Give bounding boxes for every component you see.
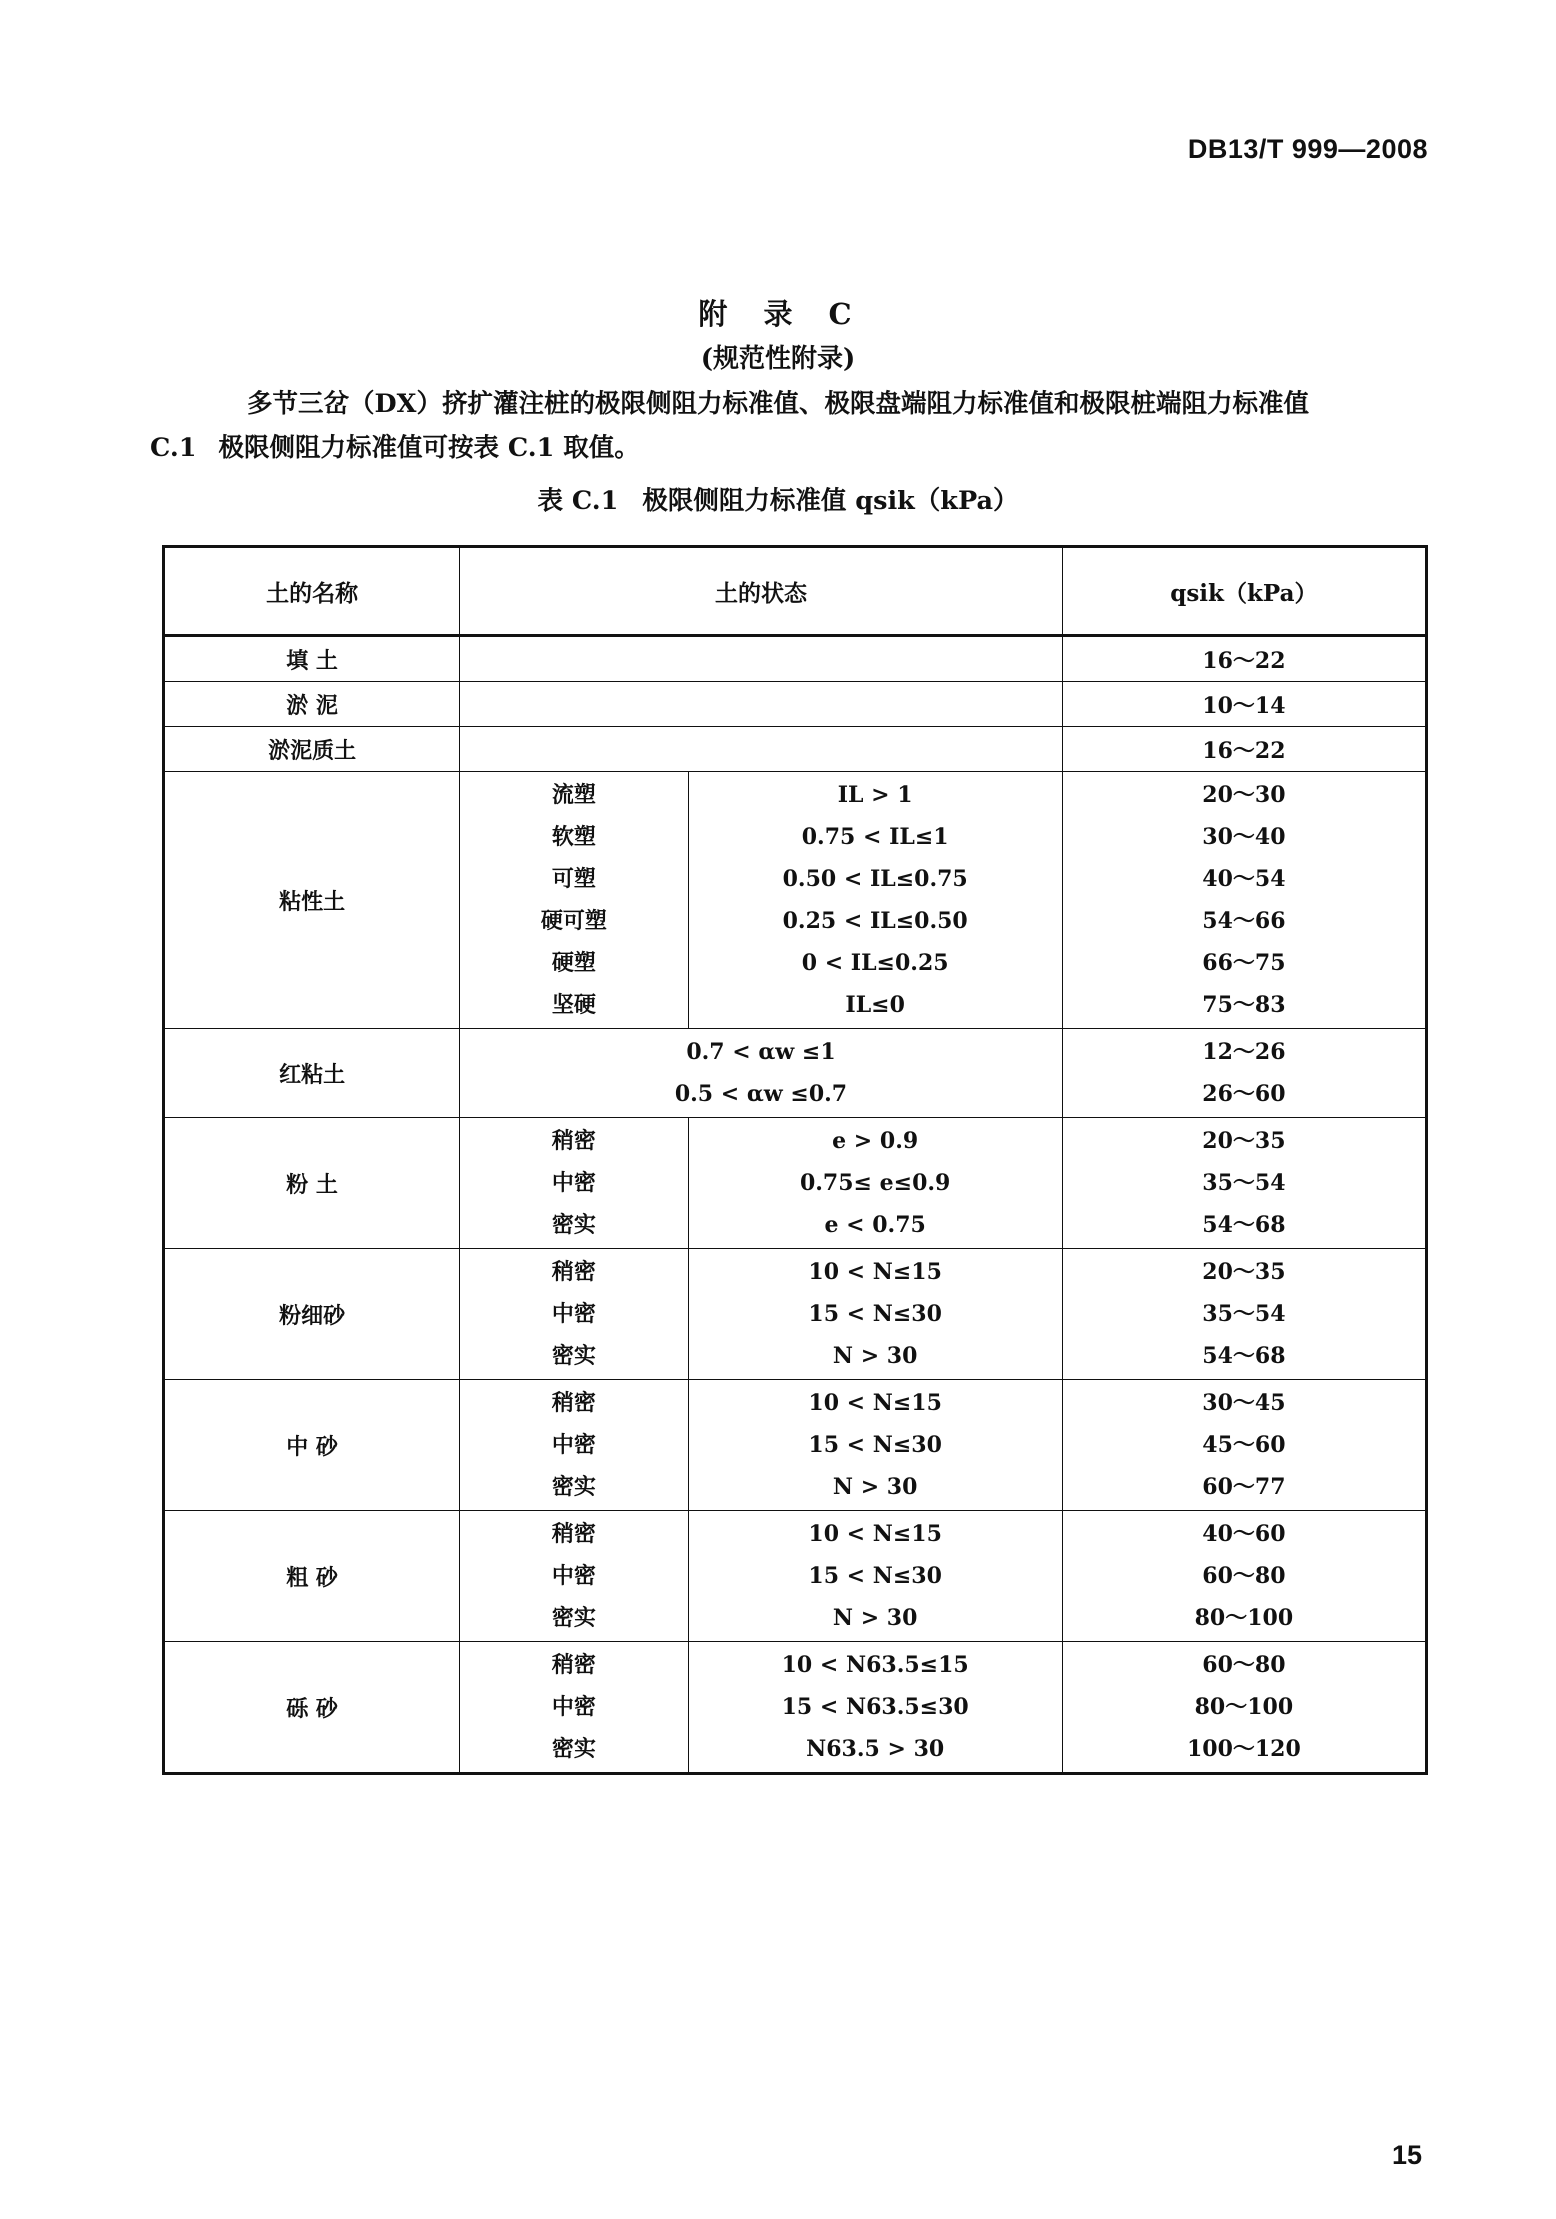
soil-name-cell: 砾 砂 xyxy=(164,1642,460,1774)
condition-item: N > 30 xyxy=(832,1605,918,1631)
value-item: 26～60 xyxy=(1202,1081,1286,1107)
condition-item: 10 < N63.5≤15 xyxy=(781,1652,969,1678)
state-item: 中密 xyxy=(551,1432,596,1458)
state-item: 稍密 xyxy=(551,1128,596,1154)
condition-item: 0.75 < IL≤1 xyxy=(801,824,949,850)
condition-item: N63.5 > 30 xyxy=(806,1736,945,1762)
state-item: 稍密 xyxy=(551,1259,596,1285)
value-item: 20～30 xyxy=(1202,782,1286,808)
table-caption xyxy=(0,481,1556,517)
condition-item: 0.7 < αw ≤1 xyxy=(686,1039,836,1065)
condition-item: 15 < N≤30 xyxy=(808,1563,942,1589)
condition-item: e < 0.75 xyxy=(824,1212,926,1238)
table-row xyxy=(164,1642,1427,1774)
value-cell: 16～22 xyxy=(1062,636,1426,682)
condition-item: 15 < N63.5≤30 xyxy=(781,1694,969,1720)
value-item: 35～54 xyxy=(1202,1301,1286,1327)
state-item: 流塑 xyxy=(551,782,596,808)
value-list-cell xyxy=(1062,772,1426,1029)
table-row xyxy=(164,636,1427,682)
header-soil-state: 土的状态 xyxy=(460,547,1063,636)
condition-item: N > 30 xyxy=(832,1474,918,1500)
value-item: 60～80 xyxy=(1202,1563,1286,1589)
state-item: 稍密 xyxy=(551,1652,596,1678)
value-list-cell xyxy=(1062,1118,1426,1249)
condition-item: 10 < N≤15 xyxy=(808,1521,942,1547)
soil-state-cell xyxy=(460,636,1063,682)
header-soil-name: 土的名称 xyxy=(164,547,460,636)
state-item: 中密 xyxy=(551,1301,596,1327)
value-list-cell xyxy=(1062,1380,1426,1511)
value-item: 30～40 xyxy=(1202,824,1286,850)
state-list-cell xyxy=(460,1249,688,1380)
appendix-title: 附 录 C xyxy=(698,297,858,331)
soil-name-cell: 粉 土 xyxy=(164,1118,460,1249)
state-list-cell xyxy=(460,1511,688,1642)
value-item: 66～75 xyxy=(1202,950,1286,976)
state-item: 软塑 xyxy=(551,824,596,850)
state-item: 中密 xyxy=(551,1170,596,1196)
state-item: 硬可塑 xyxy=(540,908,607,934)
state-item: 中密 xyxy=(551,1563,596,1589)
state-item: 可塑 xyxy=(551,866,596,892)
condition-item: 10 < N≤15 xyxy=(808,1259,942,1285)
clause-c1 xyxy=(150,428,640,464)
condition-item: 0.25 < IL≤0.50 xyxy=(782,908,968,934)
value-item: 30～45 xyxy=(1202,1390,1286,1416)
state-item: 密实 xyxy=(551,1474,596,1500)
state-list-cell xyxy=(460,772,688,1029)
table-row xyxy=(164,1029,1427,1118)
condition-item: IL > 1 xyxy=(837,782,913,808)
state-item: 稍密 xyxy=(551,1390,596,1416)
value-item: 80～100 xyxy=(1194,1605,1294,1631)
soil-name-cell: 粗 砂 xyxy=(164,1511,460,1642)
clause-text: 极限侧阻力标准值可按表 C.1 取值。 xyxy=(218,433,640,463)
state-list-cell xyxy=(460,1118,688,1249)
value-item: 54～68 xyxy=(1202,1212,1286,1238)
table-row xyxy=(164,1380,1427,1511)
state-item: 中密 xyxy=(551,1694,596,1720)
clause-number: C.1 xyxy=(150,433,197,463)
soil-name-cell: 粉细砂 xyxy=(164,1249,460,1380)
value-item: 100～120 xyxy=(1186,1736,1301,1762)
value-cell: 10～14 xyxy=(1062,682,1426,727)
condition-item: 15 < N≤30 xyxy=(808,1432,942,1458)
table-row xyxy=(164,727,1427,772)
condition-list-cell xyxy=(460,1029,1063,1118)
value-list-cell xyxy=(1062,1029,1426,1118)
table-row xyxy=(164,772,1427,1029)
condition-list-cell xyxy=(688,1249,1062,1380)
value-item: 54～66 xyxy=(1202,908,1286,934)
value-item: 54～68 xyxy=(1202,1343,1286,1369)
soil-name-cell: 填 土 xyxy=(164,636,460,682)
value-item: 20～35 xyxy=(1202,1128,1286,1154)
table-row xyxy=(164,682,1427,727)
state-item: 密实 xyxy=(551,1343,596,1369)
condition-list-cell xyxy=(688,1642,1062,1774)
value-item: 80～100 xyxy=(1194,1694,1294,1720)
state-list-cell xyxy=(460,1380,688,1511)
condition-item: 10 < N≤15 xyxy=(808,1390,942,1416)
value-item: 45～60 xyxy=(1202,1432,1286,1458)
appendix-type: (规范性附录) xyxy=(700,344,856,374)
condition-item: 15 < N≤30 xyxy=(808,1301,942,1327)
value-item: 40～54 xyxy=(1202,866,1286,892)
resistance-table xyxy=(162,545,1428,1775)
condition-list-cell xyxy=(688,1118,1062,1249)
state-item: 密实 xyxy=(551,1736,596,1762)
header-value: qsik（kPa） xyxy=(1062,547,1426,636)
value-item: 12～26 xyxy=(1202,1039,1286,1065)
state-item: 坚硬 xyxy=(551,992,596,1018)
state-item: 密实 xyxy=(551,1605,596,1631)
state-item: 稍密 xyxy=(551,1521,596,1547)
condition-item: 0 < IL≤0.25 xyxy=(801,950,949,976)
state-item: 硬塑 xyxy=(551,950,596,976)
condition-item: e > 0.9 xyxy=(832,1128,919,1154)
soil-name-cell: 红粘土 xyxy=(164,1029,460,1118)
table-row xyxy=(164,1249,1427,1380)
table-caption-number: 表 C.1 xyxy=(537,486,619,516)
table-row xyxy=(164,1118,1427,1249)
state-list-cell xyxy=(460,1642,688,1774)
condition-list-cell xyxy=(688,1511,1062,1642)
condition-item: N > 30 xyxy=(832,1343,918,1369)
soil-name-cell: 淤 泥 xyxy=(164,682,460,727)
value-list-cell xyxy=(1062,1642,1426,1774)
condition-item: 0.50 < IL≤0.75 xyxy=(782,866,968,892)
value-item: 35～54 xyxy=(1202,1170,1286,1196)
table-row xyxy=(164,1511,1427,1642)
value-cell: 16～22 xyxy=(1062,727,1426,772)
page-number: 15 xyxy=(1391,2140,1422,2170)
condition-item: 0.5 < αw ≤0.7 xyxy=(674,1081,848,1107)
appendix-heading: 多节三岔（DX）挤扩灌注桩的极限侧阻力标准值、极限盘端阻力标准值和极限桩端阻力标准值 xyxy=(247,389,1309,419)
condition-list-cell xyxy=(688,772,1062,1029)
state-item: 密实 xyxy=(551,1212,596,1238)
soil-name-cell: 粘性土 xyxy=(164,772,460,1029)
value-item: 40～60 xyxy=(1202,1521,1286,1547)
value-list-cell xyxy=(1062,1249,1426,1380)
soil-state-cell xyxy=(460,682,1063,727)
value-item: 60～77 xyxy=(1202,1474,1286,1500)
condition-item: 0.75≤ e≤0.9 xyxy=(799,1170,951,1196)
value-item: 75～83 xyxy=(1202,992,1286,1018)
value-item: 60～80 xyxy=(1202,1652,1286,1678)
soil-state-cell xyxy=(460,727,1063,772)
condition-list-cell xyxy=(688,1380,1062,1511)
value-list-cell xyxy=(1062,1511,1426,1642)
standard-number: DB13/T 999—2008 xyxy=(1187,134,1428,164)
soil-name-cell: 淤泥质土 xyxy=(164,727,460,772)
table-caption-text: 极限侧阻力标准值 qsik（kPa） xyxy=(642,486,1019,516)
value-item: 20～35 xyxy=(1202,1259,1286,1285)
soil-name-cell: 中 砂 xyxy=(164,1380,460,1511)
condition-item: IL≤0 xyxy=(845,992,905,1018)
table-header-row xyxy=(164,547,1427,636)
